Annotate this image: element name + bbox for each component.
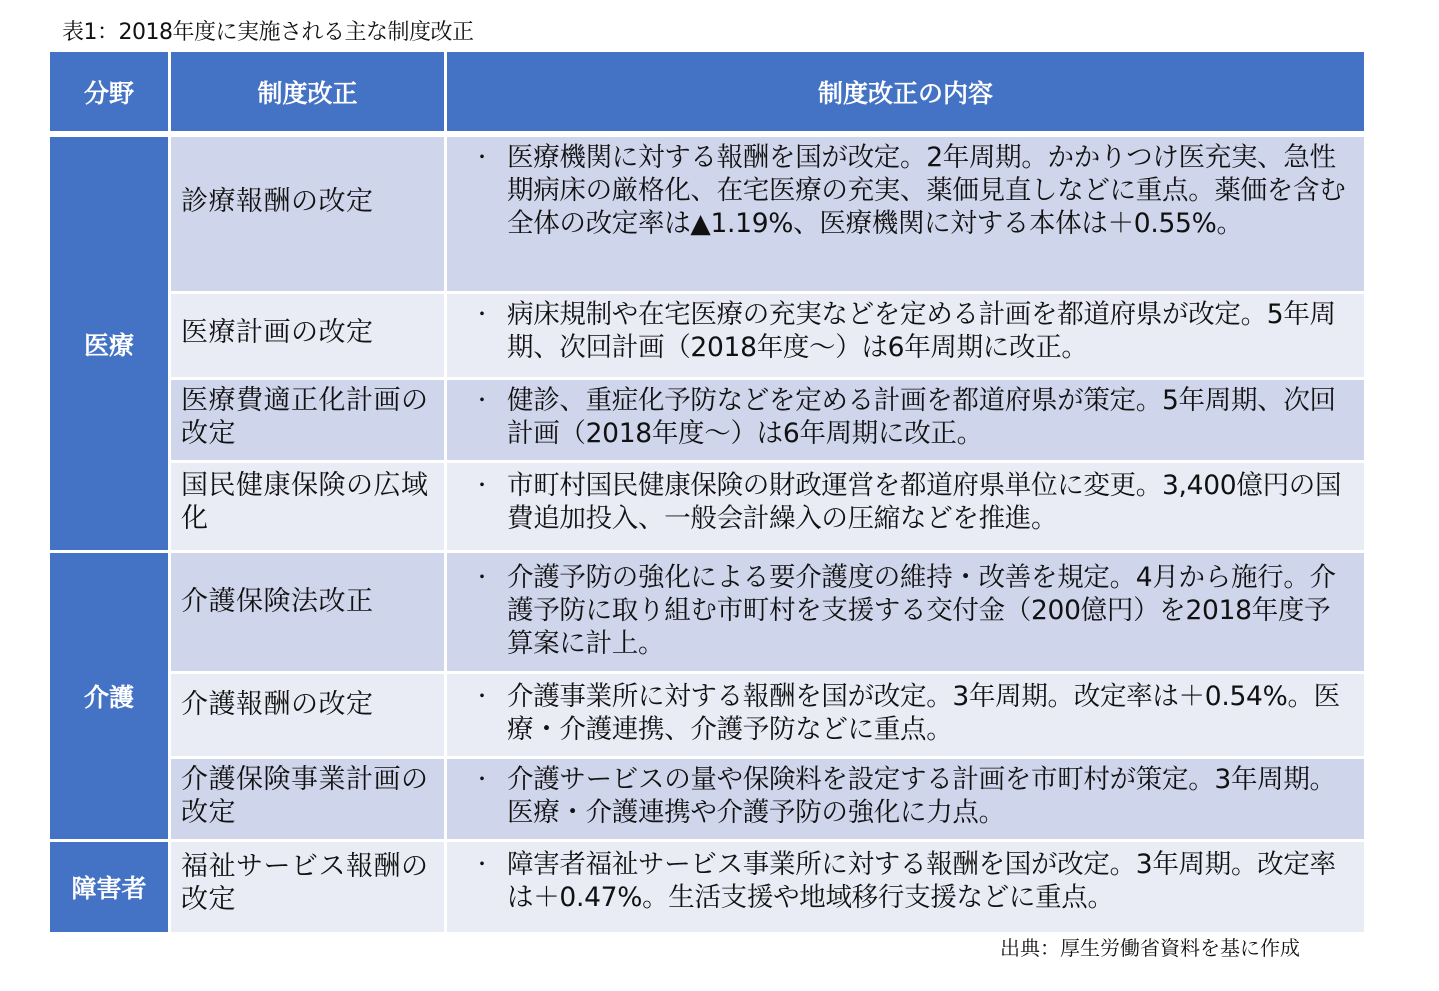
bullet-marker: ・: [472, 473, 492, 497]
bullet-marker: ・: [472, 767, 492, 791]
table-row-content: [447, 137, 1364, 291]
bullet-marker: ・: [472, 145, 492, 169]
content-text: 病床規制や在宅医療の充実などを定める計画を都道府県が改定。5年周期、次回計画（2018年度～）は6年周期に改正。: [507, 299, 1336, 363]
content-text: 障害者福祉サービス事業所に対する報酬を国が改定。3年周期。改定率は＋0.47%。生活支援や地域移行支援などに重点。: [507, 849, 1336, 913]
table-row-reform: 国民健康保険の広域化: [171, 463, 444, 550]
table-title: 表1：2018年度に実施される主な制度改正: [62, 20, 474, 45]
bullet-marker: ・: [472, 302, 492, 326]
table-row-reform: 介護報酬の改定: [171, 674, 444, 756]
bullet-marker: ・: [472, 852, 492, 876]
content-text: 介護サービスの量や保険料を設定する計画を市町村が策定。3年周期。医療・介護連携や介護予防の強化に力点。: [507, 764, 1336, 828]
table-row-reform: 福祉サービス報酬の改定: [171, 842, 444, 932]
header-reform: 制度改正: [171, 52, 444, 131]
table-row-content: [447, 674, 1364, 756]
content-text: 介護事業所に対する報酬を国が改定。3年周期。改定率は＋0.54%。医療・介護連携、介護予防などに重点。: [507, 681, 1340, 745]
category-disability: 障害者: [50, 842, 168, 932]
content-text: 介護予防の強化による要介護度の維持・改善を規定。4月から施行。介護予防に取り組む市町村を支援する交付金（200億円）を2018年度予算案に計上。: [507, 562, 1336, 659]
bullet-marker: ・: [472, 388, 492, 412]
table-row-reform: 介護保険事業計画の改定: [171, 759, 444, 839]
table-row-reform: 診療報酬の改定: [171, 137, 444, 291]
table-row-content: [447, 759, 1364, 839]
table-row-content: [447, 842, 1364, 932]
category-nursing-care: 介護: [50, 553, 168, 839]
category-medical: 医療: [50, 137, 168, 550]
table-row-content: [447, 380, 1364, 460]
content-text: 健診、重症化予防などを定める計画を都道府県が策定。5年周期、次回計画（2018年度～）は6年周期に改正。: [507, 385, 1336, 449]
table-row-content: [447, 294, 1364, 377]
table-row-content: [447, 553, 1364, 671]
content-text: 市町村国民健康保険の財政運営を都道府県単位に変更。3,400億円の国費追加投入、一般会計繰入の圧縮などを推進。: [507, 470, 1342, 534]
header-field: 分野: [50, 52, 168, 131]
content-text: 医療機関に対する報酬を国が改定。2年周期。かかりつけ医充実、急性期病床の厳格化、在宅医療の充実、薬価見直しなどに重点。薬価を含む全体の改定率は▲1.19%、医療機関に対する本体は＋0.55%。: [507, 142, 1346, 239]
table-row-reform: 介護保険法改正: [171, 553, 444, 671]
table-row-reform: 医療費適正化計画の改定: [171, 380, 444, 460]
table-row-content: [447, 463, 1364, 550]
header-content: 制度改正の内容: [447, 52, 1364, 131]
bullet-marker: ・: [472, 565, 492, 589]
source-note: 出典：厚生労働省資料を基に作成: [1000, 936, 1300, 960]
bullet-marker: ・: [472, 684, 492, 708]
table-row-reform: 医療計画の改定: [171, 294, 444, 377]
